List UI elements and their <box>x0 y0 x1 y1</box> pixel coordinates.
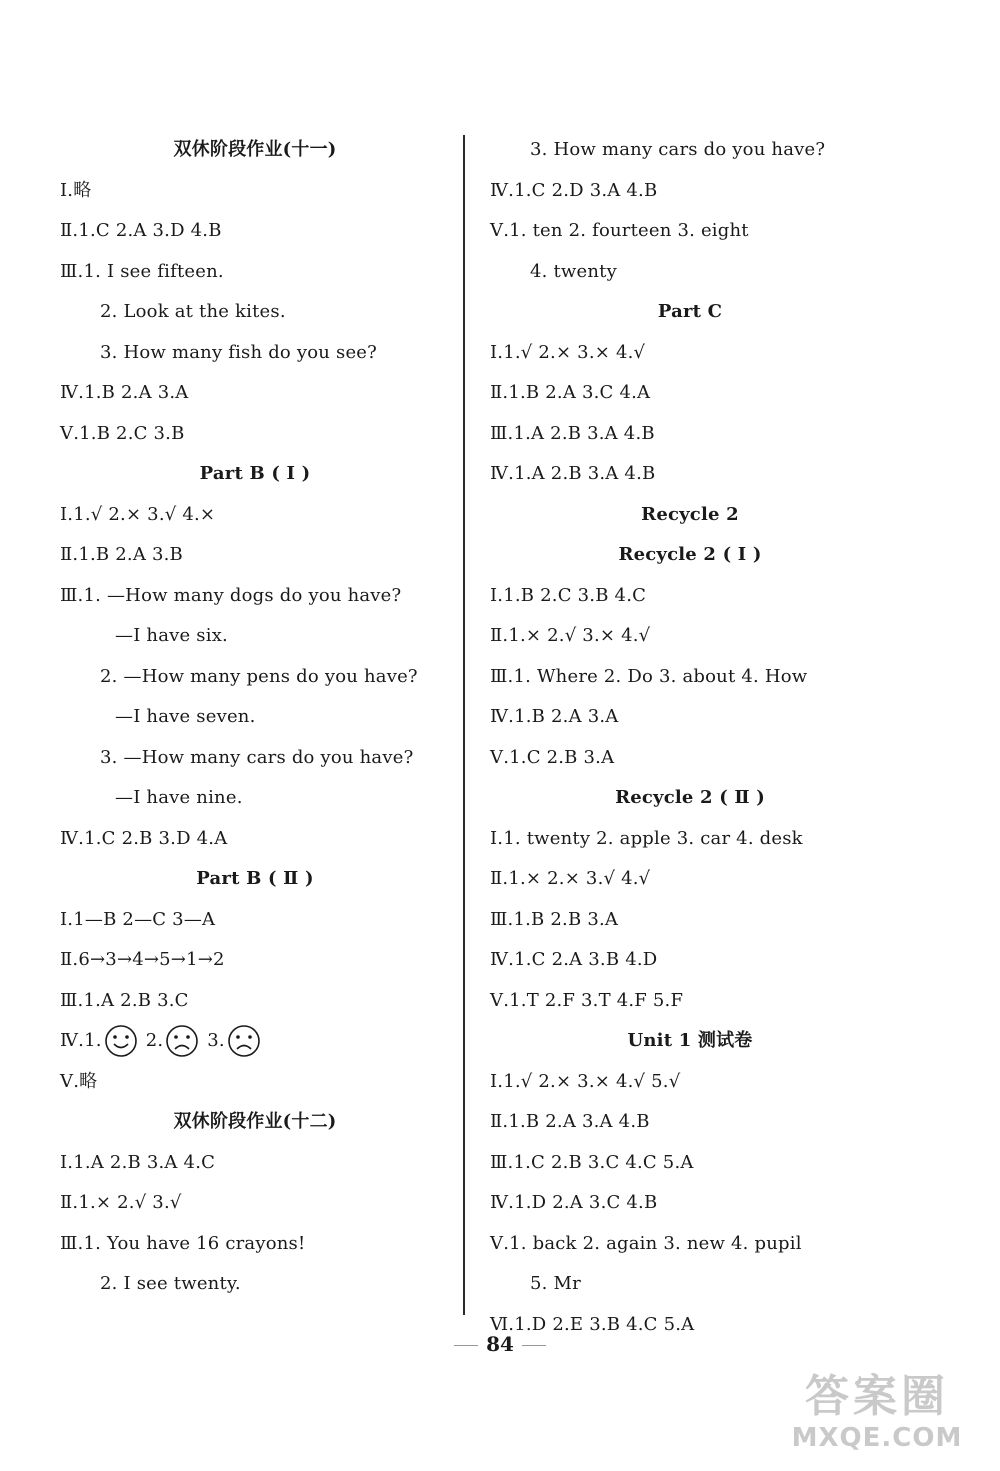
answer-line: Ⅲ.1.B 2.B 3.A <box>490 908 619 930</box>
answer-line: —I have seven. <box>115 706 256 727</box>
item-number: 1. <box>84 1030 102 1051</box>
answer-line: Ⅳ.1.C 2.D 3.A 4.B <box>490 179 658 201</box>
item-number: 3. <box>207 1030 225 1051</box>
section-heading: Part B ( Ⅱ ) <box>196 868 314 889</box>
answer-line: Ⅲ.1.A 2.B 3.A 4.B <box>490 422 655 444</box>
answer-line: Ⅴ.略 <box>60 1070 98 1092</box>
answer-line: Ⅲ.1. You have 16 crayons! <box>60 1232 306 1254</box>
watermark-url: MXQE.COM <box>791 1423 963 1453</box>
answer-line: Ⅳ.1.C 2.B 3.D 4.A <box>60 827 228 849</box>
answer-line: Ⅱ.1.× 2.√ 3.× 4.√ <box>490 625 651 646</box>
answer-line: Ⅲ.1. I see fifteen. <box>60 260 224 282</box>
answer-line: 2. I see twenty. <box>100 1273 241 1294</box>
answer-line: 5. Mr <box>530 1273 581 1294</box>
answer-line: Ⅰ.略 <box>60 179 92 201</box>
section-heading: 双休阶段作业(十一) <box>173 139 337 160</box>
section-heading: Recycle 2 ( Ⅱ ) <box>615 787 765 808</box>
answer-line: Ⅳ.1.C 2.A 3.B 4.D <box>490 949 658 970</box>
section-heading: Recycle 2 ( Ⅰ ) <box>618 544 762 565</box>
answer-line: Ⅰ.1.A 2.B 3.A 4.C <box>60 1151 216 1173</box>
question-prefix: Ⅳ. <box>60 1030 85 1051</box>
answer-line: Ⅱ.1.B 2.A 3.B <box>60 544 183 565</box>
page-number: 84 <box>0 1332 1000 1356</box>
answer-line: Ⅴ.1.B 2.C 3.B <box>60 422 185 444</box>
answer-line: 4. twenty <box>530 260 617 282</box>
right-column <box>490 130 890 1345</box>
section-heading: Part C <box>657 301 723 322</box>
answer-line: 2. Look at the kites. <box>100 301 286 322</box>
answer-line: 3. How many cars do you have? <box>530 139 826 160</box>
answer-line: 2. —How many pens do you have? <box>100 665 418 687</box>
answer-line: Ⅰ.1—B 2—C 3—A <box>60 908 216 930</box>
answer-line: Ⅰ.1. twenty 2. apple 3. car 4. desk <box>490 827 803 849</box>
answer-line: Ⅱ.6→3→4→5→1→2 <box>60 949 225 970</box>
answer-line: Ⅰ.1.√ 2.× 3.× 4.√ <box>490 341 646 363</box>
sad-face-icon <box>165 1024 199 1058</box>
answer-line: Ⅲ.1. Where 2. Do 3. about 4. How <box>490 665 808 687</box>
answer-line: Ⅲ.1.C 2.B 3.C 4.C 5.A <box>490 1151 694 1173</box>
left-column <box>60 130 450 1305</box>
answer-line: Ⅴ.1.T 2.F 3.T 4.F 5.F <box>490 989 684 1011</box>
answer-line: 3. How many fish do you see? <box>100 341 378 363</box>
watermark-logo-text: 答案圈 <box>805 1371 949 1422</box>
answer-line: Ⅵ.1.D 2.E 3.B 4.C 5.A <box>490 1313 695 1335</box>
answer-line: Ⅳ.1.D 2.A 3.C 4.B <box>490 1192 658 1213</box>
watermark <box>772 1371 982 1453</box>
answer-line: Ⅱ.1.B 2.A 3.A 4.B <box>490 1111 650 1132</box>
answer-line: Ⅲ.1. —How many dogs do you have? <box>60 584 402 606</box>
section-heading: Unit 1 测试卷 <box>627 1030 753 1051</box>
answer-line: 3. —How many cars do you have? <box>100 746 414 768</box>
section-heading: 双休阶段作业(十二) <box>173 1111 337 1132</box>
answer-line: Ⅴ.1.C 2.B 3.A <box>490 746 615 768</box>
answer-line: Ⅰ.1.√ 2.× 3.× 4.√ 5.√ <box>490 1070 681 1092</box>
answer-line: Ⅳ.1.B 2.A 3.A <box>490 706 619 727</box>
answer-line: Ⅱ.1.B 2.A 3.C 4.A <box>490 382 651 403</box>
answer-line: Ⅲ.1.A 2.B 3.C <box>60 989 189 1011</box>
answer-line: Ⅴ.1. back 2. again 3. new 4. pupil <box>490 1232 802 1254</box>
smiley-face-icon <box>104 1024 138 1058</box>
answer-line: Ⅱ.1.C 2.A 3.D 4.B <box>60 220 222 241</box>
section-heading: Part B ( Ⅰ ) <box>199 463 311 484</box>
answer-line: Ⅰ.1.B 2.C 3.B 4.C <box>490 584 647 606</box>
answer-line: Ⅱ.1.× 2.× 3.√ 4.√ <box>490 868 651 889</box>
answer-line <box>60 1021 450 1062</box>
column-divider <box>463 135 465 1315</box>
sad-face-icon <box>227 1024 261 1058</box>
answer-line: Ⅳ.1.A 2.B 3.A 4.B <box>490 463 656 484</box>
answer-line: —I have six. <box>115 625 228 646</box>
section-heading: Recycle 2 <box>641 503 739 525</box>
answer-line: Ⅰ.1.√ 2.× 3.√ 4.× <box>60 503 216 525</box>
answer-line: Ⅳ.1.B 2.A 3.A <box>60 382 189 403</box>
answer-line: Ⅴ.1. ten 2. fourteen 3. eight <box>490 220 749 241</box>
item-number: 2. <box>145 1030 164 1051</box>
answer-line: Ⅱ.1.× 2.√ 3.√ <box>60 1192 182 1213</box>
answer-line: —I have nine. <box>115 787 243 808</box>
